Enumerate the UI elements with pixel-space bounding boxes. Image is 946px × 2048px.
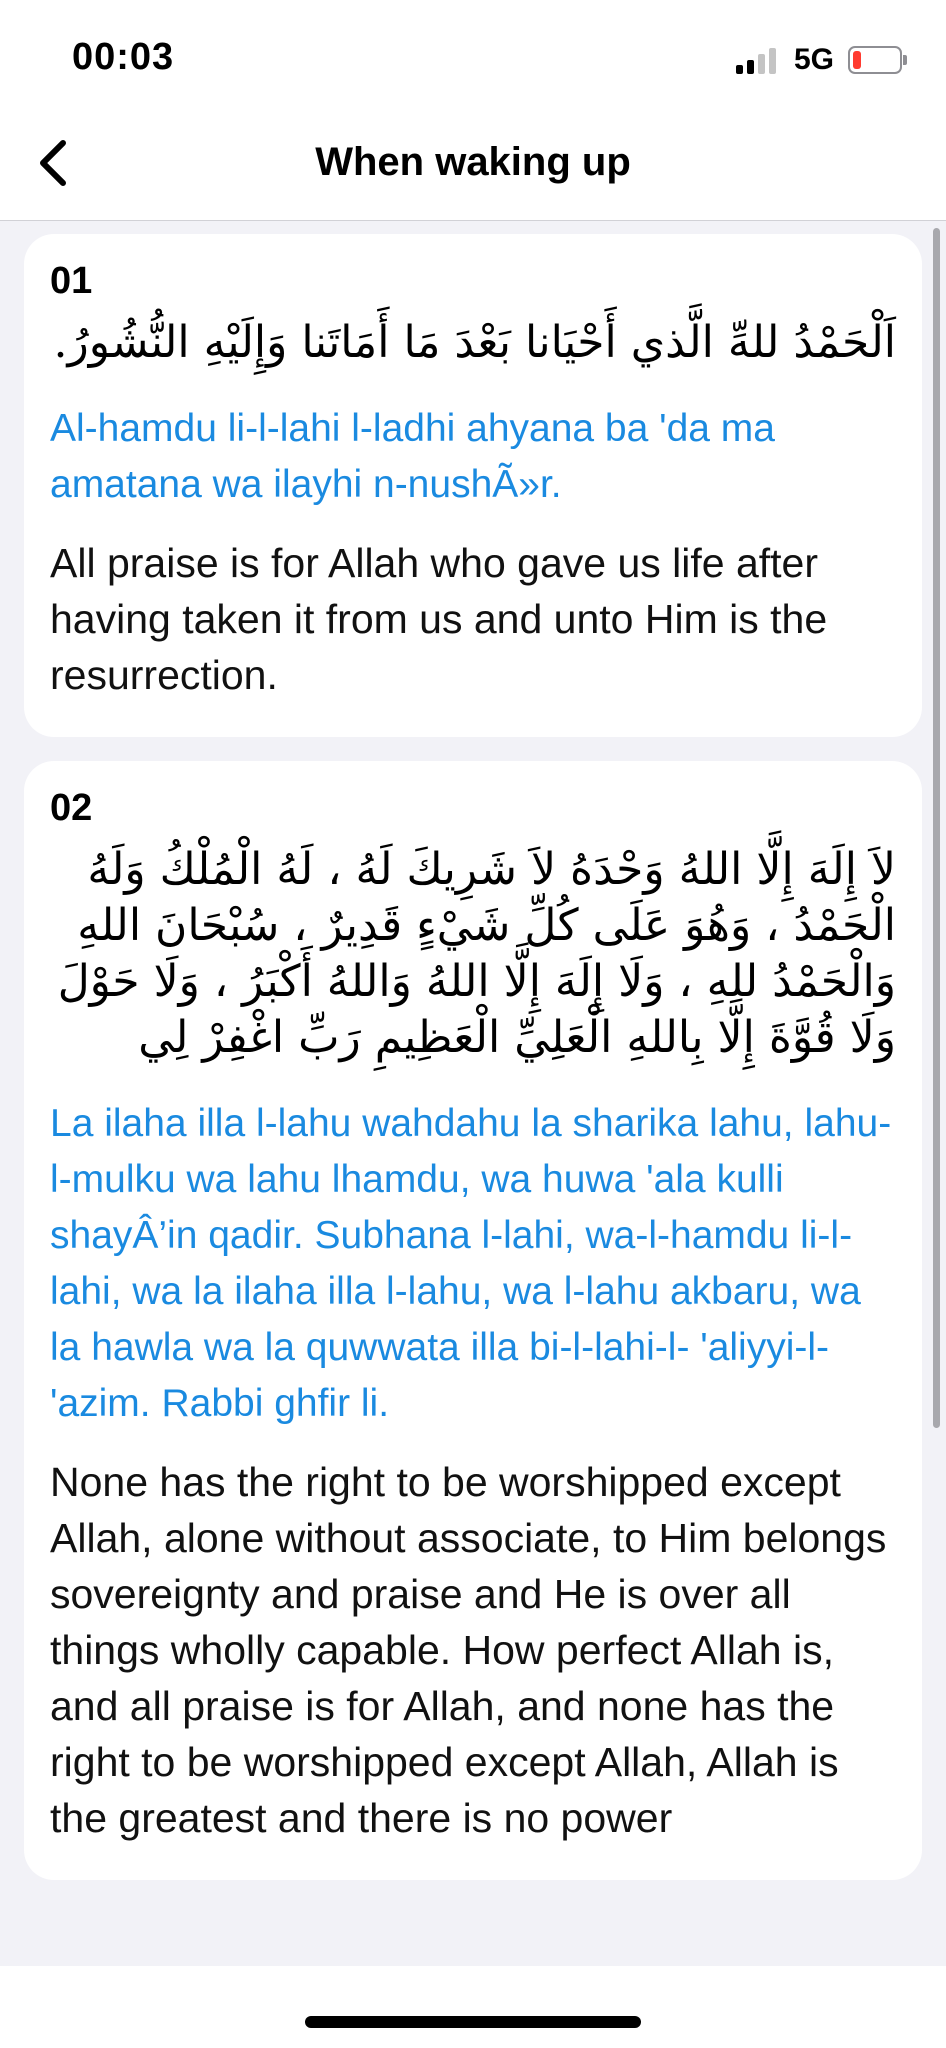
battery-icon	[848, 46, 902, 74]
dua-arabic-text: اَلْحَمْدُ للهِّ الَّذي أَحْيَانا بَعْدَ مَا أَمَاتَنا وَإِلَيْهِ النُّشُورُ.	[53, 317, 896, 368]
dua-arabic-text: لاَ إِلَهَ إِلَّا اللهُ وَحْدَهُ لاَ شَرِيكَ لَهُ ، لَهُ الْمُلْكُ وَلَهُ الْحَمْدُ ، وَهُوَ عَلَى كُلِّ شَيْءٍ قَدِيرٌ ، سُبْحَانَ اللهِ وَالْحَمْدُ للهِ ، وَلَا إِلَهَ إِلَّا اللهُ وَاللهُ أَكْبَرُ ، وَلَا حَوْلَ وَلَا قُوَّةَ إِلَّا بِاللهِ الْعَلِيِّ الْعَظِيمِ رَبِّ اغْفِرْ لِي	[57, 844, 896, 1063]
dua-transliteration: La ilaha illa l-lahu wahdahu la sharika lahu, lahu-l-mulku wa lahu lhamdu, wa huwa 'ala kulli shayÂ’in qadir. Subhana l-lahi, wa-l-hamdu li-l-lahi, wa la ilaha illa l-lahu, wa l-lahu akbaru, wa la hawla wa la quwwata illa bi-l-lahi-l- 'aliyyi-l- 'azim. Rabbi ghfir li.	[50, 1102, 892, 1425]
status-indicators	[736, 42, 902, 78]
page-title: When waking up	[315, 140, 631, 184]
battery-level	[853, 51, 861, 69]
navigation-bar	[0, 110, 946, 221]
dua-translation: All praise is for Allah who gave us life after having taken it from us and unto Him is the resurrection.	[50, 540, 828, 698]
cellular-signal-icon	[736, 46, 780, 74]
dua-list[interactable]	[0, 222, 946, 1966]
dua-number: 02	[50, 787, 93, 829]
scrollbar[interactable]	[933, 228, 940, 1428]
dua-card	[24, 234, 922, 737]
network-type: 5G	[793, 43, 834, 76]
dua-number: 01	[50, 260, 93, 302]
dua-translation: None has the right to be worshipped except Allah, alone without associate, to Him belongs sovereignty and praise and He is over all things wholly capable. How perfect Allah is, and all praise is for Allah, and none has the right to be worshipped except Allah, Allah is the greatest and there is no power	[50, 1459, 887, 1841]
home-indicator[interactable]	[305, 2016, 641, 2028]
status-bar	[0, 0, 946, 110]
home-indicator-area	[0, 1966, 946, 2048]
status-time: 00:03	[72, 36, 175, 78]
dua-transliteration: Al-hamdu li-l-lahi l-ladhi ahyana ba 'da ma amatana wa ilayhi n-nushÃ»r.	[50, 407, 775, 506]
dua-card	[24, 761, 922, 1880]
